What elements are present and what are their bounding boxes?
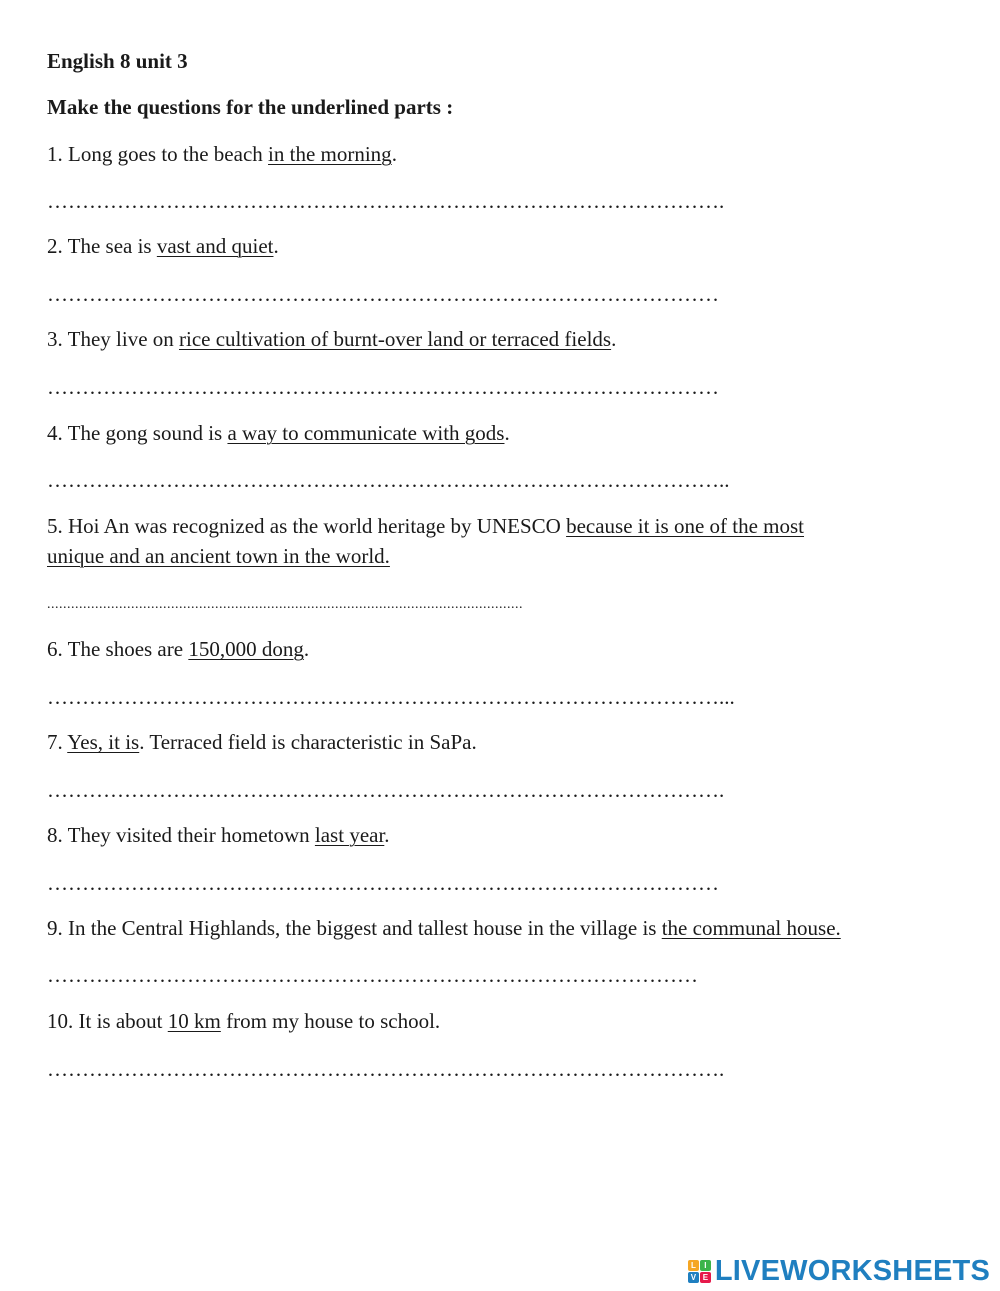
question-10: 10. It is about 10 km from my house to school. [47, 1009, 441, 1033]
liveworksheets-logo-text: LIVEWORKSHEETS [714, 1254, 990, 1287]
answer-line-5[interactable]: ....................................................................................................................... [47, 597, 523, 612]
worksheet-instruction: Make the questions for the underlined parts : [47, 95, 454, 119]
worksheet-title: English 8 unit 3 [47, 49, 188, 73]
underlined-part: vast and quiet [156, 234, 274, 258]
answer-line-9[interactable]: ………………………………………………………………………………… [47, 963, 698, 987]
underlined-part: 150,000 dong [188, 637, 304, 661]
question-5-continued [47, 543, 390, 569]
answer-line-2[interactable]: …………………………………………………………………………………… [47, 282, 719, 306]
question-9: 9. In the Central Highlands, the biggest and tallest house in the village is the communal house. [47, 916, 841, 940]
liveworksheets-logo-icon: L I V E [688, 1260, 711, 1283]
question-8: 8. They visited their hometown last year. [47, 823, 390, 847]
question-5: 5. Hoi An was recognized as the world heritage by UNESCO because it is one of the most [47, 514, 805, 538]
answer-line-1[interactable]: ……………………………………………………………………………………. [47, 189, 725, 213]
question-7: 7. Yes, it is. Terraced field is characteristic in SaPa. [47, 730, 477, 754]
question-2: 2. The sea is vast and quiet. [47, 234, 279, 258]
answer-line-7[interactable]: ……………………………………………………………………………………. [47, 778, 725, 802]
question-1: 1. Long goes to the beach in the morning. [47, 142, 397, 166]
question-3: 3. They live on rice cultivation of burnt-over land or terraced fields. [47, 327, 617, 351]
underlined-part: rice cultivation of burnt-over land or terraced fields [179, 327, 612, 351]
question-4: 4. The gong sound is a way to communicate with gods. [47, 421, 510, 445]
answer-line-4[interactable]: …………………………………………………………………………………….. [47, 468, 730, 492]
answer-line-6[interactable]: ……………………………………………………………………………………... [47, 685, 735, 709]
answer-line-3[interactable]: …………………………………………………………………………………… [47, 375, 719, 399]
answer-line-10[interactable]: ……………………………………………………………………………………. [47, 1057, 725, 1081]
underlined-part: unique and an ancient town in the world. [47, 544, 390, 568]
underlined-part: the communal house. [661, 916, 841, 940]
underlined-part: in the morning [268, 142, 392, 166]
underlined-part: 10 km [167, 1009, 221, 1033]
underlined-part: because it is one of the most [566, 514, 805, 538]
underlined-part: a way to communicate with gods [227, 421, 505, 445]
underlined-part: Yes, it is [67, 730, 140, 754]
liveworksheets-logo[interactable] [688, 1255, 990, 1287]
answer-line-8[interactable]: …………………………………………………………………………………… [47, 871, 719, 895]
question-6: 6. The shoes are 150,000 dong. [47, 637, 310, 661]
underlined-part: last year [314, 823, 385, 847]
